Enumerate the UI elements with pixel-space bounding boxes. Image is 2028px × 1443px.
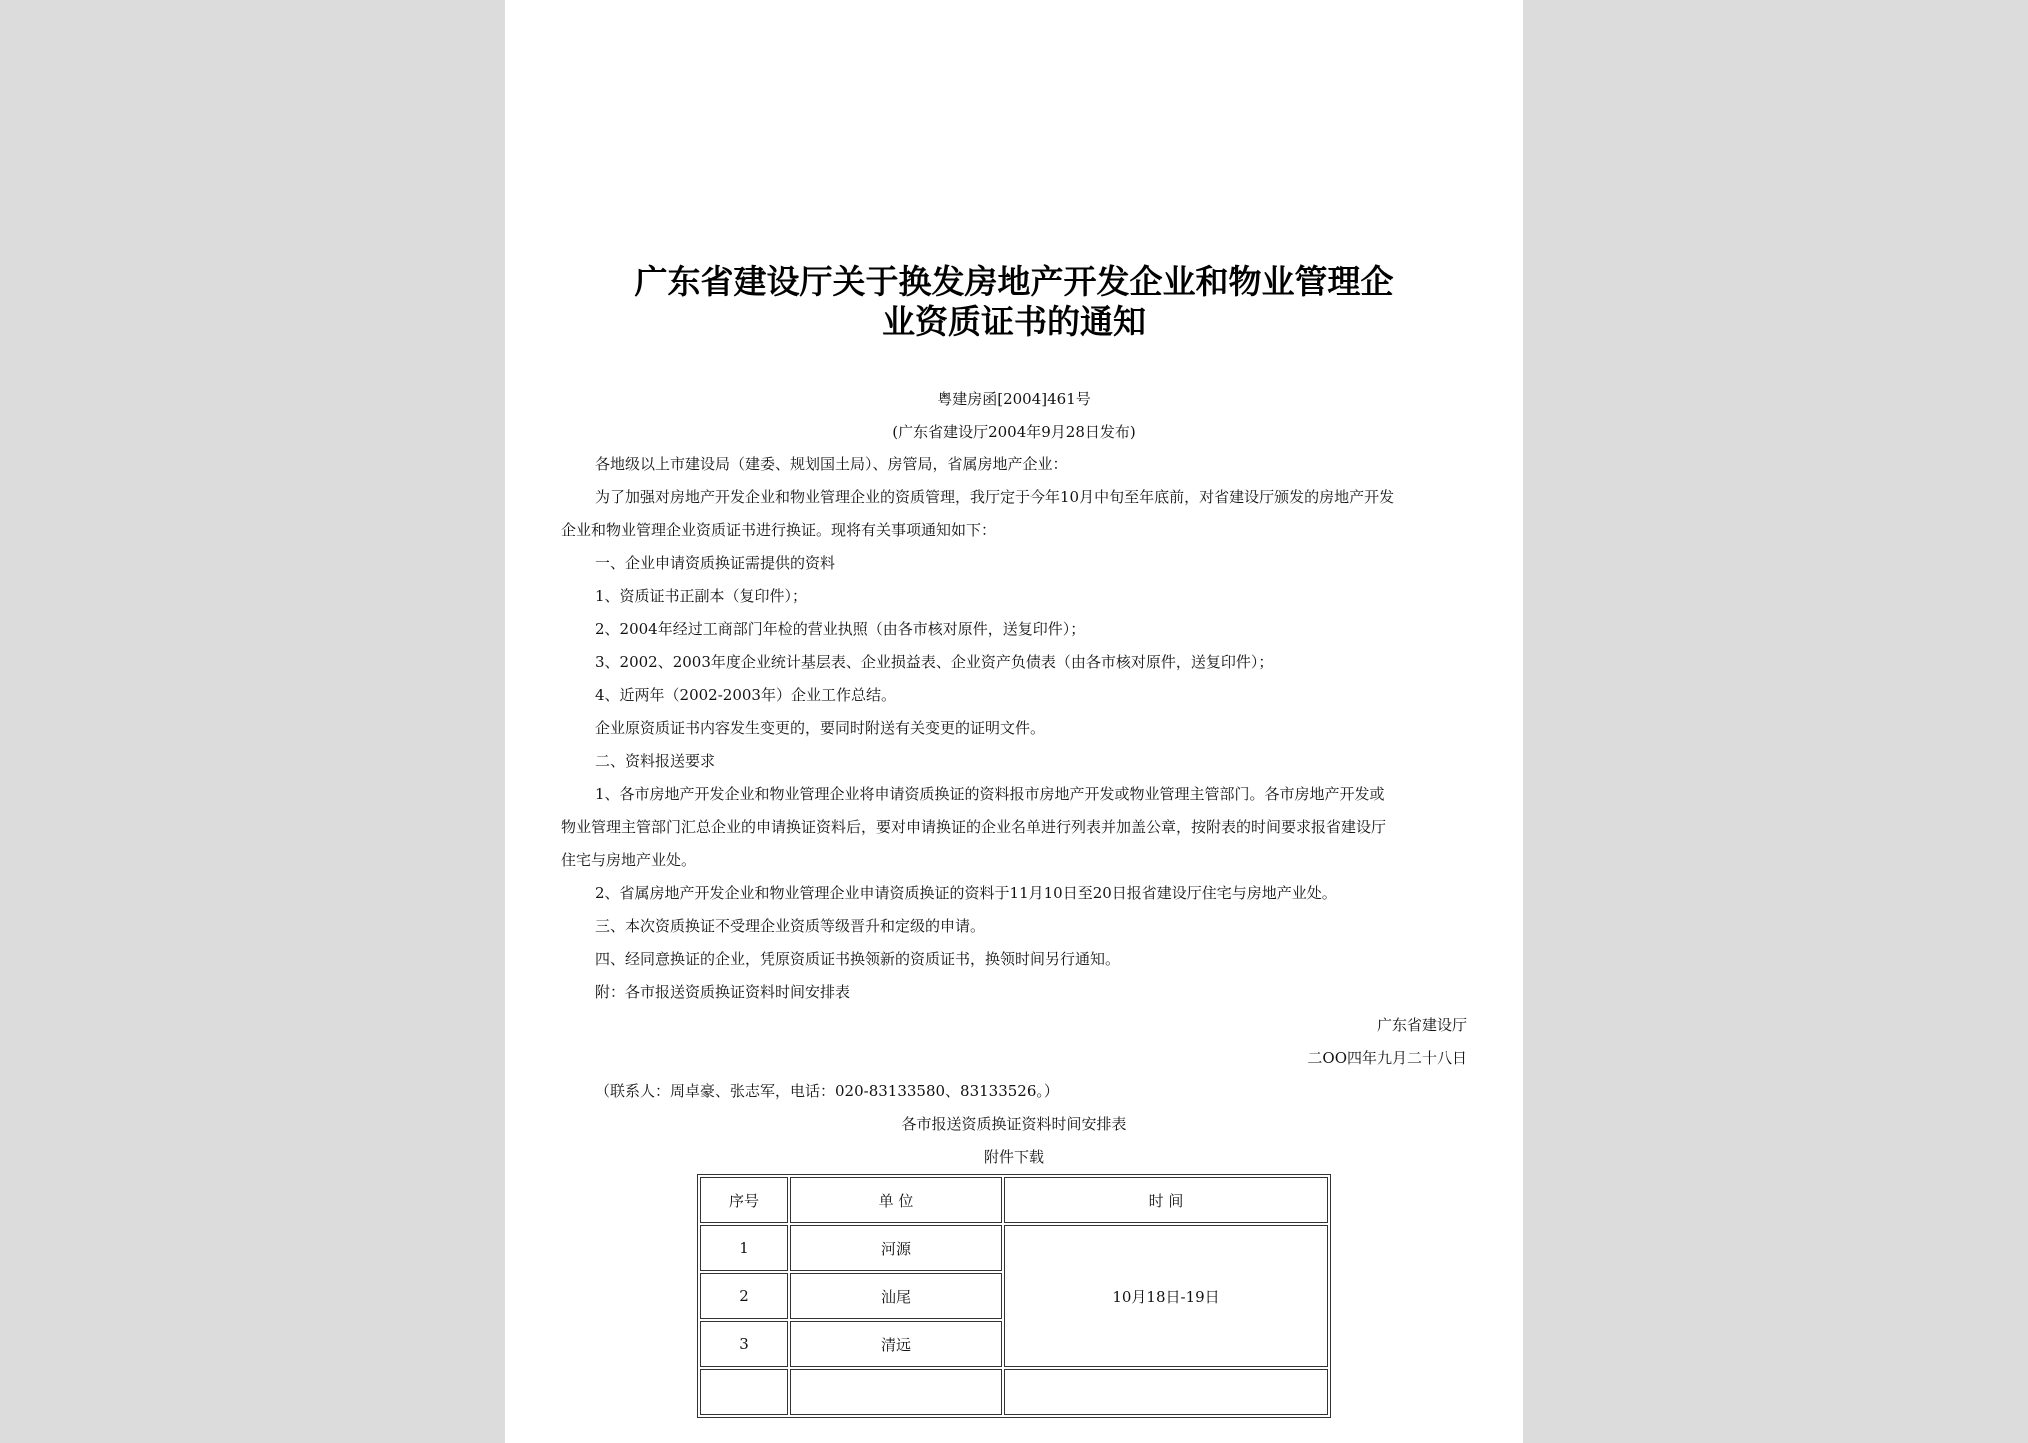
issue-note: (广东省建设厅2004年9月28日发布) xyxy=(892,423,1136,441)
contact-info: （联系人：周卓豪、张志军，电话：020-83133580、83133526。） xyxy=(595,1082,1059,1100)
row-unit xyxy=(790,1369,1002,1415)
list-item-3: 3、2002、2003年度企业统计基层表、企业损益表、企业资产负债表（由各市核对原件，送复印件）； xyxy=(595,653,1274,671)
signing-date: 二OO四年九月二十八日 xyxy=(1307,1049,1467,1067)
header-unit: 单 位 xyxy=(790,1177,1002,1223)
document-number: 粤建房函[2004]461号 xyxy=(937,390,1091,408)
schedule-table xyxy=(697,1174,1331,1418)
row-no: 2 xyxy=(700,1273,788,1319)
row-time-group: 10月18日-19日 xyxy=(1004,1225,1328,1367)
section-heading-3: 三、本次资质换证不受理企业资质等级晋升和定级的申请。 xyxy=(595,917,986,935)
section-heading-4: 四、经同意换证的企业，凭原资质证书换领新的资质证书，换领时间另行通知。 xyxy=(595,950,1121,968)
row-time xyxy=(1004,1369,1328,1415)
list-item-4: 4、近两年（2002-2003年）企业工作总结。 xyxy=(595,686,896,704)
document-title xyxy=(505,262,1523,342)
section-heading-1: 一、企业申请资质换证需提供的资料 xyxy=(595,554,836,572)
row-unit: 清远 xyxy=(790,1321,1002,1367)
row-no: 3 xyxy=(700,1321,788,1367)
header-time: 时 间 xyxy=(1004,1177,1328,1223)
attachment-title: 各市报送资质换证资料时间安排表 xyxy=(901,1115,1127,1133)
table-row xyxy=(700,1369,1328,1415)
paragraph-change-note: 企业原资质证书内容发生变更的，要同时附送有关变更的证明文件。 xyxy=(595,719,1046,737)
document-page xyxy=(505,0,1523,1443)
title-line-1: 广东省建设厅关于换发房地产开发企业和物业管理企 xyxy=(634,262,1394,301)
attachment-note: 附：各市报送资质换证资料时间安排表 xyxy=(595,983,851,1001)
row-unit: 汕尾 xyxy=(790,1273,1002,1319)
requirement-1-line-3: 住宅与房地产业处。 xyxy=(561,851,697,869)
attachment-download-link[interactable]: 附件下载 xyxy=(983,1148,1044,1166)
table-header-row xyxy=(700,1177,1328,1223)
paragraph-intro-2: 企业和物业管理企业资质证书进行换证。现将有关事项通知如下： xyxy=(561,521,997,539)
requirement-2: 2、省属房地产开发企业和物业管理企业申请资质换证的资料于11月10日至20日报省建设厅住宅与房地产业处。 xyxy=(595,884,1337,902)
row-unit: 河源 xyxy=(790,1225,1002,1271)
section-heading-2: 二、资料报送要求 xyxy=(595,752,716,770)
title-line-2: 业资质证书的通知 xyxy=(882,302,1146,341)
requirement-1-line-1: 1、各市房地产开发企业和物业管理企业将申请资质换证的资料报市房地产开发或物业管理主管部门。各市房地产开发或 xyxy=(595,785,1385,803)
list-item-2: 2、2004年经过工商部门年检的营业执照（由各市核对原件，送复印件）； xyxy=(595,620,1086,638)
paragraph-intro-1: 为了加强对房地产开发企业和物业管理企业的资质管理，我厅定于今年10月中旬至年底前，对省建设厅颁发的房地产开发 xyxy=(595,488,1395,506)
list-item-1: 1、资质证书正副本（复印件）； xyxy=(595,587,808,605)
table-row xyxy=(700,1225,1328,1271)
signer: 广东省建设厅 xyxy=(1376,1016,1467,1034)
paragraph-addressee: 各地级以上市建设局（建委、规划国土局）、房管局，省属房地产企业： xyxy=(595,455,1068,473)
header-no: 序号 xyxy=(700,1177,788,1223)
row-no: 1 xyxy=(700,1225,788,1271)
row-no xyxy=(700,1369,788,1415)
requirement-1-line-2: 物业管理主管部门汇总企业的申请换证资料后，要对申请换证的企业名单进行列表并加盖公章，按附表的时间要求报省建设厅 xyxy=(561,818,1387,836)
